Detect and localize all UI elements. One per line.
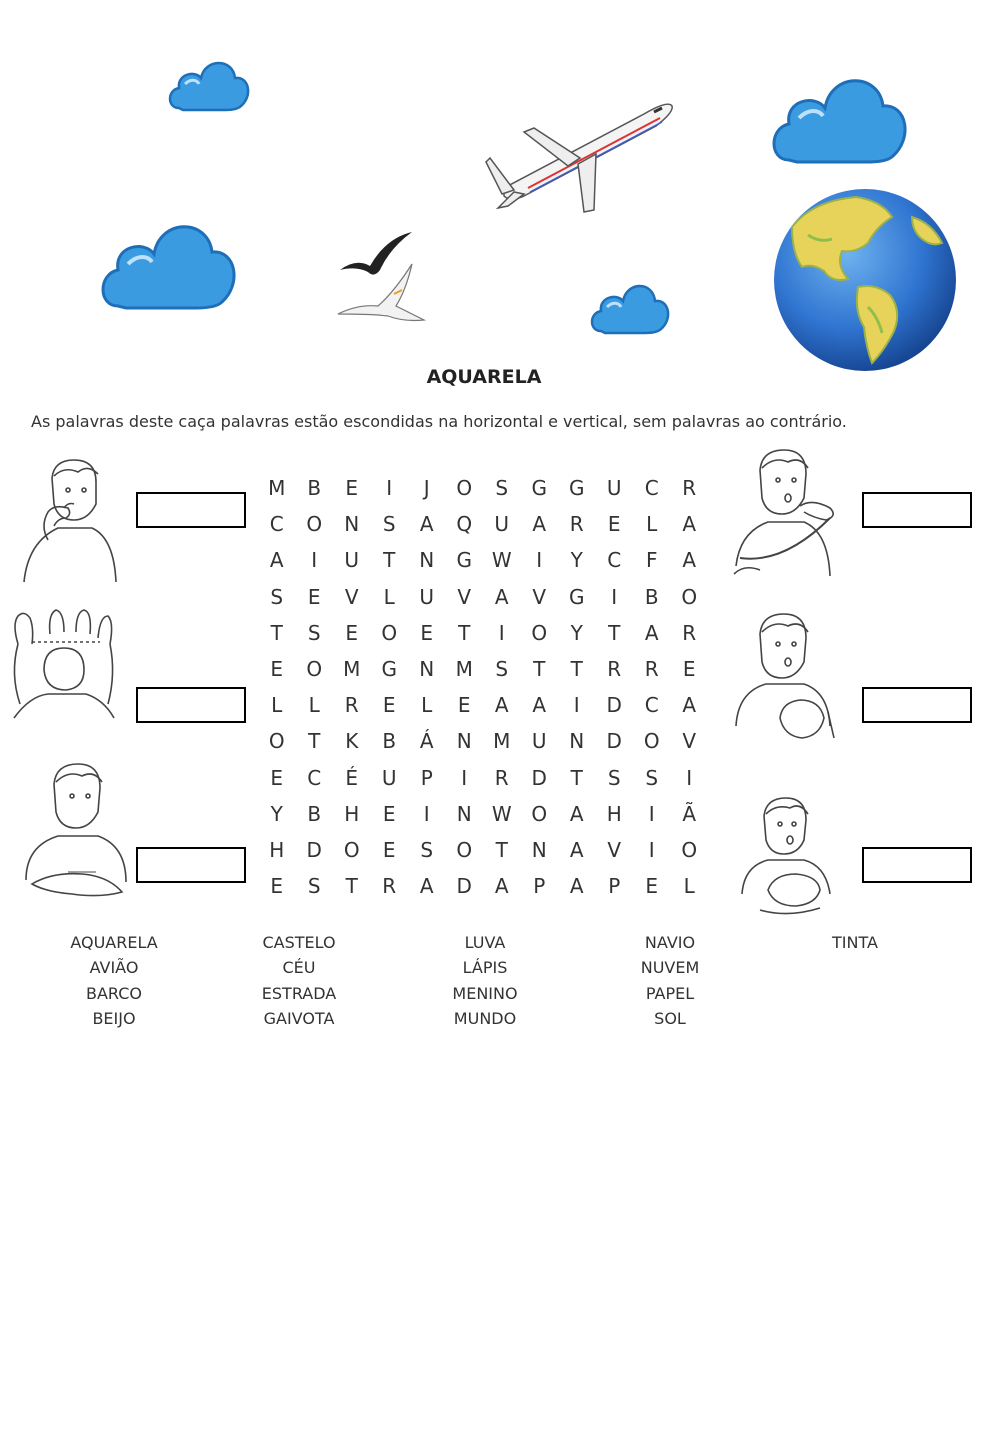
grid-letter[interactable]: E bbox=[607, 512, 621, 537]
grid-letter[interactable]: T bbox=[570, 657, 583, 682]
grid-letter[interactable]: O bbox=[643, 729, 660, 754]
grid-letter[interactable]: N bbox=[569, 729, 585, 754]
grid-letter[interactable]: U bbox=[419, 584, 435, 609]
grid-letter[interactable]: E bbox=[382, 801, 396, 826]
grid-letter[interactable]: R bbox=[494, 765, 509, 790]
grid-letter[interactable]: O bbox=[531, 620, 548, 645]
boy-sign-nuvem bbox=[730, 608, 838, 754]
grid-letter[interactable]: S bbox=[607, 765, 621, 790]
grid-letter[interactable]: Y bbox=[570, 620, 583, 645]
grid-letter[interactable]: V bbox=[344, 584, 359, 609]
grid-letter[interactable]: E bbox=[345, 620, 359, 645]
grid-letter[interactable]: L bbox=[683, 874, 695, 899]
grid-letter[interactable]: U bbox=[381, 765, 397, 790]
grid-row bbox=[258, 868, 708, 904]
grid-row bbox=[258, 723, 708, 759]
cloud-icon bbox=[587, 277, 673, 337]
boy-sign-beijo bbox=[18, 456, 122, 584]
grid-row bbox=[258, 542, 708, 578]
grid-letter[interactable]: D bbox=[606, 693, 622, 718]
grid-letter[interactable]: E bbox=[382, 693, 396, 718]
grid-letter[interactable]: S bbox=[420, 837, 434, 862]
grid-letter[interactable]: L bbox=[271, 693, 283, 718]
word-list-item: AVIÃO bbox=[89, 958, 139, 978]
word-list-item: BARCO bbox=[85, 983, 142, 1003]
grid-letter[interactable]: A bbox=[569, 874, 584, 899]
grid-row bbox=[258, 470, 708, 506]
grid-letter[interactable]: E bbox=[457, 693, 471, 718]
grid-letter[interactable]: W bbox=[491, 548, 512, 573]
grid-letter[interactable]: S bbox=[495, 657, 509, 682]
grid-letter[interactable]: O bbox=[456, 837, 473, 862]
globe-icon bbox=[772, 187, 958, 373]
grid-letter[interactable]: N bbox=[456, 801, 472, 826]
grid-letter[interactable]: T bbox=[458, 620, 471, 645]
grid-letter[interactable]: G bbox=[456, 548, 472, 573]
cloud-icon bbox=[96, 212, 241, 314]
grid-letter[interactable]: C bbox=[307, 765, 322, 790]
grid-letter[interactable]: H bbox=[606, 801, 622, 826]
grid-letter[interactable]: F bbox=[645, 548, 658, 573]
cloud-icon bbox=[165, 52, 253, 114]
grid-letter[interactable]: P bbox=[608, 874, 621, 899]
grid-letter[interactable]: P bbox=[533, 874, 546, 899]
grid-row bbox=[258, 579, 708, 615]
word-list bbox=[0, 930, 1000, 1040]
grid-letter[interactable]: I bbox=[611, 584, 618, 609]
grid-letter[interactable]: A bbox=[569, 801, 584, 826]
grid-letter[interactable]: O bbox=[681, 837, 698, 862]
grid-letter[interactable]: E bbox=[270, 874, 284, 899]
grid-letter[interactable]: V bbox=[457, 584, 472, 609]
grid-letter[interactable]: T bbox=[495, 837, 508, 862]
grid-letter[interactable]: G bbox=[381, 657, 397, 682]
grid-letter[interactable]: L bbox=[421, 693, 433, 718]
grid-letter[interactable]: I bbox=[386, 476, 393, 501]
grid-letter[interactable]: D bbox=[306, 837, 322, 862]
grid-letter[interactable]: E bbox=[307, 584, 321, 609]
grid-letter[interactable]: R bbox=[682, 620, 697, 645]
grid-letter[interactable]: P bbox=[420, 765, 433, 790]
grid-letter[interactable]: V bbox=[532, 584, 547, 609]
grid-letter[interactable]: S bbox=[270, 584, 284, 609]
word-list-column bbox=[595, 930, 745, 1031]
answer-box-2[interactable] bbox=[136, 687, 246, 723]
boy-sign-mundo bbox=[738, 794, 836, 918]
airplane-icon bbox=[484, 92, 676, 214]
grid-letter[interactable]: E bbox=[645, 874, 659, 899]
grid-letter[interactable]: K bbox=[345, 729, 359, 754]
grid-letter[interactable]: Ã bbox=[682, 801, 697, 826]
grid-letter[interactable]: A bbox=[532, 693, 547, 718]
grid-letter[interactable]: I bbox=[648, 801, 655, 826]
grid-row bbox=[258, 615, 708, 651]
grid-letter[interactable]: G bbox=[569, 584, 585, 609]
grid-letter[interactable]: N bbox=[531, 837, 547, 862]
word-list-item: PAPEL bbox=[645, 983, 695, 1003]
grid-letter[interactable]: A bbox=[644, 620, 659, 645]
grid-letter[interactable]: C bbox=[644, 476, 659, 501]
grid-letter[interactable]: O bbox=[306, 512, 323, 537]
grid-letter[interactable]: V bbox=[682, 729, 697, 754]
word-list-item: ESTRADA bbox=[261, 983, 337, 1003]
grid-letter[interactable]: A bbox=[419, 874, 434, 899]
word-list-item: BEIJO bbox=[92, 1008, 136, 1028]
word-list-item: MUNDO bbox=[453, 1008, 517, 1028]
grid-letter[interactable]: C bbox=[269, 512, 284, 537]
grid-letter[interactable]: A bbox=[569, 837, 584, 862]
grid-letter[interactable]: T bbox=[608, 620, 621, 645]
grid-letter[interactable]: S bbox=[495, 476, 509, 501]
grid-letter[interactable]: R bbox=[644, 657, 659, 682]
grid-letter[interactable]: O bbox=[531, 801, 548, 826]
grid-letter[interactable]: A bbox=[532, 512, 547, 537]
grid-letter[interactable]: O bbox=[268, 729, 285, 754]
grid-letter[interactable]: S bbox=[645, 765, 659, 790]
grid-letter[interactable]: R bbox=[382, 874, 397, 899]
grid-letter[interactable]: A bbox=[682, 512, 697, 537]
grid-letter[interactable]: I bbox=[423, 801, 430, 826]
grid-letter[interactable]: A bbox=[682, 693, 697, 718]
word-list-item: LUVA bbox=[464, 933, 506, 952]
grid-letter[interactable]: R bbox=[607, 657, 622, 682]
grid-letter[interactable]: E bbox=[345, 476, 359, 501]
answer-box-3[interactable] bbox=[136, 847, 246, 883]
grid-letter[interactable]: I bbox=[498, 620, 505, 645]
grid-letter[interactable]: E bbox=[682, 657, 696, 682]
grid-letter[interactable]: R bbox=[569, 512, 584, 537]
grid-letter[interactable]: O bbox=[681, 584, 698, 609]
grid-letter[interactable]: Y bbox=[570, 548, 583, 573]
grid-letter[interactable]: I bbox=[648, 837, 655, 862]
grid-row bbox=[258, 832, 708, 868]
grid-letter[interactable]: E bbox=[270, 765, 284, 790]
grid-letter[interactable]: I bbox=[686, 765, 693, 790]
cloud-icon bbox=[767, 64, 912, 168]
grid-letter[interactable]: U bbox=[344, 548, 360, 573]
word-list-column bbox=[410, 930, 560, 1031]
grid-letter[interactable]: Q bbox=[456, 512, 473, 537]
word-list-item: GAIVOTA bbox=[263, 1008, 335, 1028]
grid-letter[interactable]: R bbox=[344, 693, 359, 718]
grid-letter[interactable]: E bbox=[420, 620, 434, 645]
grid-letter[interactable]: R bbox=[682, 476, 697, 501]
word-list-item: TINTA bbox=[832, 933, 878, 952]
grid-letter[interactable]: A bbox=[269, 548, 284, 573]
word-list-item: CÉU bbox=[282, 958, 316, 978]
grid-letter[interactable]: T bbox=[345, 874, 358, 899]
grid-letter[interactable]: É bbox=[345, 765, 359, 790]
word-list-item: NUVEM bbox=[640, 958, 700, 978]
grid-letter[interactable]: A bbox=[682, 548, 697, 573]
word-list-item: CASTELO bbox=[262, 933, 336, 952]
word-list-item: LÁPIS bbox=[462, 958, 508, 978]
grid-letter[interactable]: U bbox=[606, 476, 622, 501]
grid-letter[interactable]: W bbox=[491, 801, 512, 826]
word-list-item: NAVIO bbox=[644, 933, 696, 952]
grid-letter[interactable]: B bbox=[382, 729, 397, 754]
grid-letter[interactable]: J bbox=[423, 476, 430, 501]
grid-letter[interactable]: M bbox=[493, 729, 511, 754]
grid-letter[interactable]: H bbox=[344, 801, 360, 826]
word-list-item: AQUARELA bbox=[70, 933, 158, 952]
grid-letter[interactable]: I bbox=[536, 548, 543, 573]
word-list-column bbox=[224, 930, 374, 1031]
grid-letter[interactable]: A bbox=[419, 512, 434, 537]
grid-letter[interactable]: A bbox=[494, 693, 509, 718]
grid-letter[interactable]: L bbox=[308, 693, 320, 718]
grid-letter[interactable]: N bbox=[456, 729, 472, 754]
grid-letter[interactable]: Á bbox=[419, 729, 434, 754]
grid-letter[interactable]: D bbox=[531, 765, 547, 790]
answer-box-1[interactable] bbox=[136, 492, 246, 528]
grid-letter[interactable]: O bbox=[381, 620, 398, 645]
word-list-item: SOL bbox=[654, 1008, 686, 1028]
grid-letter[interactable]: U bbox=[494, 512, 510, 537]
grid-row bbox=[258, 651, 708, 687]
word-list-column bbox=[39, 930, 189, 1031]
grid-row bbox=[258, 796, 708, 832]
grid-letter[interactable]: N bbox=[344, 512, 360, 537]
grid-row bbox=[258, 760, 708, 796]
grid-letter[interactable]: T bbox=[308, 729, 321, 754]
word-list-item: MENINO bbox=[452, 983, 518, 1003]
grid-letter[interactable]: U bbox=[531, 729, 547, 754]
boy-sign-barco bbox=[22, 760, 130, 902]
grid-letter[interactable]: A bbox=[494, 584, 509, 609]
grid-letter[interactable]: N bbox=[419, 657, 435, 682]
grid-letter[interactable]: E bbox=[270, 657, 284, 682]
grid-letter[interactable]: L bbox=[383, 584, 395, 609]
grid-letter[interactable]: I bbox=[311, 548, 318, 573]
grid-letter[interactable]: S bbox=[382, 512, 396, 537]
answer-box-4[interactable] bbox=[862, 492, 972, 528]
grid-letter[interactable]: C bbox=[644, 693, 659, 718]
word-search-grid bbox=[258, 470, 708, 904]
answer-box-6[interactable] bbox=[862, 847, 972, 883]
grid-letter[interactable]: M bbox=[455, 657, 473, 682]
grid-letter[interactable]: T bbox=[533, 657, 546, 682]
grid-letter[interactable]: E bbox=[382, 837, 396, 862]
grid-letter[interactable]: G bbox=[569, 476, 585, 501]
grid-letter[interactable]: S bbox=[307, 620, 321, 645]
grid-letter[interactable]: O bbox=[343, 837, 360, 862]
grid-letter[interactable]: O bbox=[456, 476, 473, 501]
grid-letter[interactable]: S bbox=[307, 874, 321, 899]
grid-letter[interactable]: G bbox=[531, 476, 547, 501]
grid-letter[interactable]: Y bbox=[270, 801, 283, 826]
grid-letter[interactable]: D bbox=[456, 874, 472, 899]
grid-letter[interactable]: B bbox=[307, 801, 322, 826]
boy-sign-aviao bbox=[730, 446, 842, 588]
grid-letter[interactable]: B bbox=[307, 476, 322, 501]
grid-letter[interactable]: C bbox=[607, 548, 622, 573]
grid-letter[interactable]: V bbox=[607, 837, 622, 862]
grid-letter[interactable]: T bbox=[383, 548, 396, 573]
grid-letter[interactable]: I bbox=[573, 693, 580, 718]
page-title: AQUARELA bbox=[426, 366, 542, 388]
instructions-text: As palavras deste caça palavras estão escondidas na horizontal e vertical, sem palavras ao contrário. bbox=[31, 412, 847, 431]
word-list-column bbox=[780, 930, 930, 955]
grid-letter[interactable]: M bbox=[268, 476, 286, 501]
grid-row bbox=[258, 506, 708, 542]
grid-letter[interactable]: O bbox=[306, 657, 323, 682]
grid-letter[interactable]: T bbox=[270, 620, 283, 645]
answer-box-5[interactable] bbox=[862, 687, 972, 723]
grid-letter[interactable]: T bbox=[570, 765, 583, 790]
grid-letter[interactable]: M bbox=[343, 657, 361, 682]
grid-letter[interactable]: N bbox=[419, 548, 435, 573]
seagull-icon bbox=[334, 230, 426, 326]
boy-sign-arco-iris bbox=[4, 604, 122, 720]
grid-row bbox=[258, 687, 708, 723]
grid-letter[interactable]: B bbox=[644, 584, 659, 609]
grid-letter[interactable]: H bbox=[269, 837, 285, 862]
grid-letter[interactable]: I bbox=[461, 765, 468, 790]
grid-letter[interactable]: L bbox=[646, 512, 658, 537]
grid-letter[interactable]: D bbox=[606, 729, 622, 754]
grid-letter[interactable]: A bbox=[494, 874, 509, 899]
